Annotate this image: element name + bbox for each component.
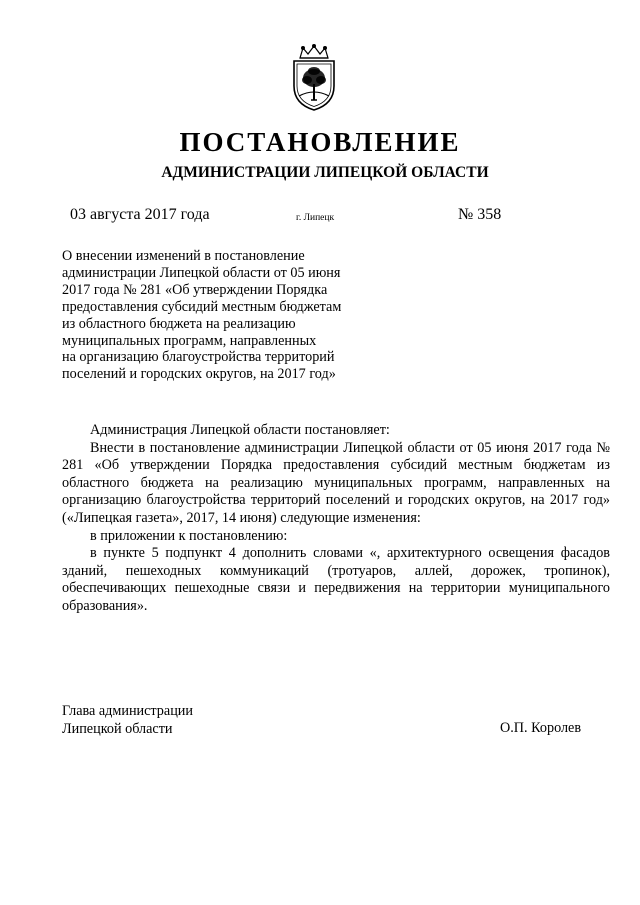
heading-line: из областного бюджета на реализацию: [62, 315, 296, 332]
heading-line: на организацию благоустройства территорий: [62, 349, 335, 366]
heading-line: администрации Липецкой области от 05 июня: [62, 264, 341, 281]
heading-line: О внесении изменений в постановление: [62, 248, 305, 264]
heading-line: поселений и городских округов, на 2017 год»: [62, 366, 336, 383]
document-number: № 358: [458, 206, 502, 223]
document-date: 03 августа 2017 года: [70, 206, 210, 223]
body-paragraph: в приложении к постановлению:: [90, 527, 288, 544]
body-paragraph: в пункте 5 подпункт 4 дополнить словами «, архитектурного освещения фасадов зданий, пешеходных коммуникаций (тротуаров, аллей, дорожек, тропинок), обеспечивающих пешеходные связи и передвижения на территории муниципального образования».: [62, 545, 610, 614]
coat-of-arms-icon: [285, 44, 343, 112]
heading-line: муниципальных программ, направленных: [62, 332, 317, 349]
heading-line: 2017 года № 281 «Об утверждении Порядка: [62, 281, 328, 298]
signature-position-line: Глава администрации: [62, 703, 193, 719]
signature-position: [62, 703, 193, 738]
document-title: ПОСТАНОВЛЕНИЕ: [179, 127, 461, 157]
body-paragraph: Администрация Липецкой области постановляет:: [90, 422, 390, 438]
document-city: г. Липецк: [296, 213, 335, 223]
heading-line: предоставления субсидий местным бюджетам: [62, 298, 342, 315]
document-subtitle: АДМИНИСТРАЦИИ ЛИПЕЦКОЙ ОБЛАСТИ: [161, 164, 489, 181]
signature-name: О.П. Королев: [500, 720, 582, 736]
signature-position-line: Липецкой области: [62, 720, 173, 737]
document-body: [62, 422, 610, 616]
document-heading: [62, 248, 382, 383]
body-paragraph: Внести в постановление администрации Липецкой области от 05 июня 2017 года № 281 «Об утверждении Порядка предоставления субсидий местным бюджетам из областного бюджета на реализацию муниципальных программ, направленных на организацию благоустройства территорий поселений и городских округов, на 2017 год» («Липецкая газета», 2017, 14 июня) следующие изменения:: [62, 439, 610, 526]
